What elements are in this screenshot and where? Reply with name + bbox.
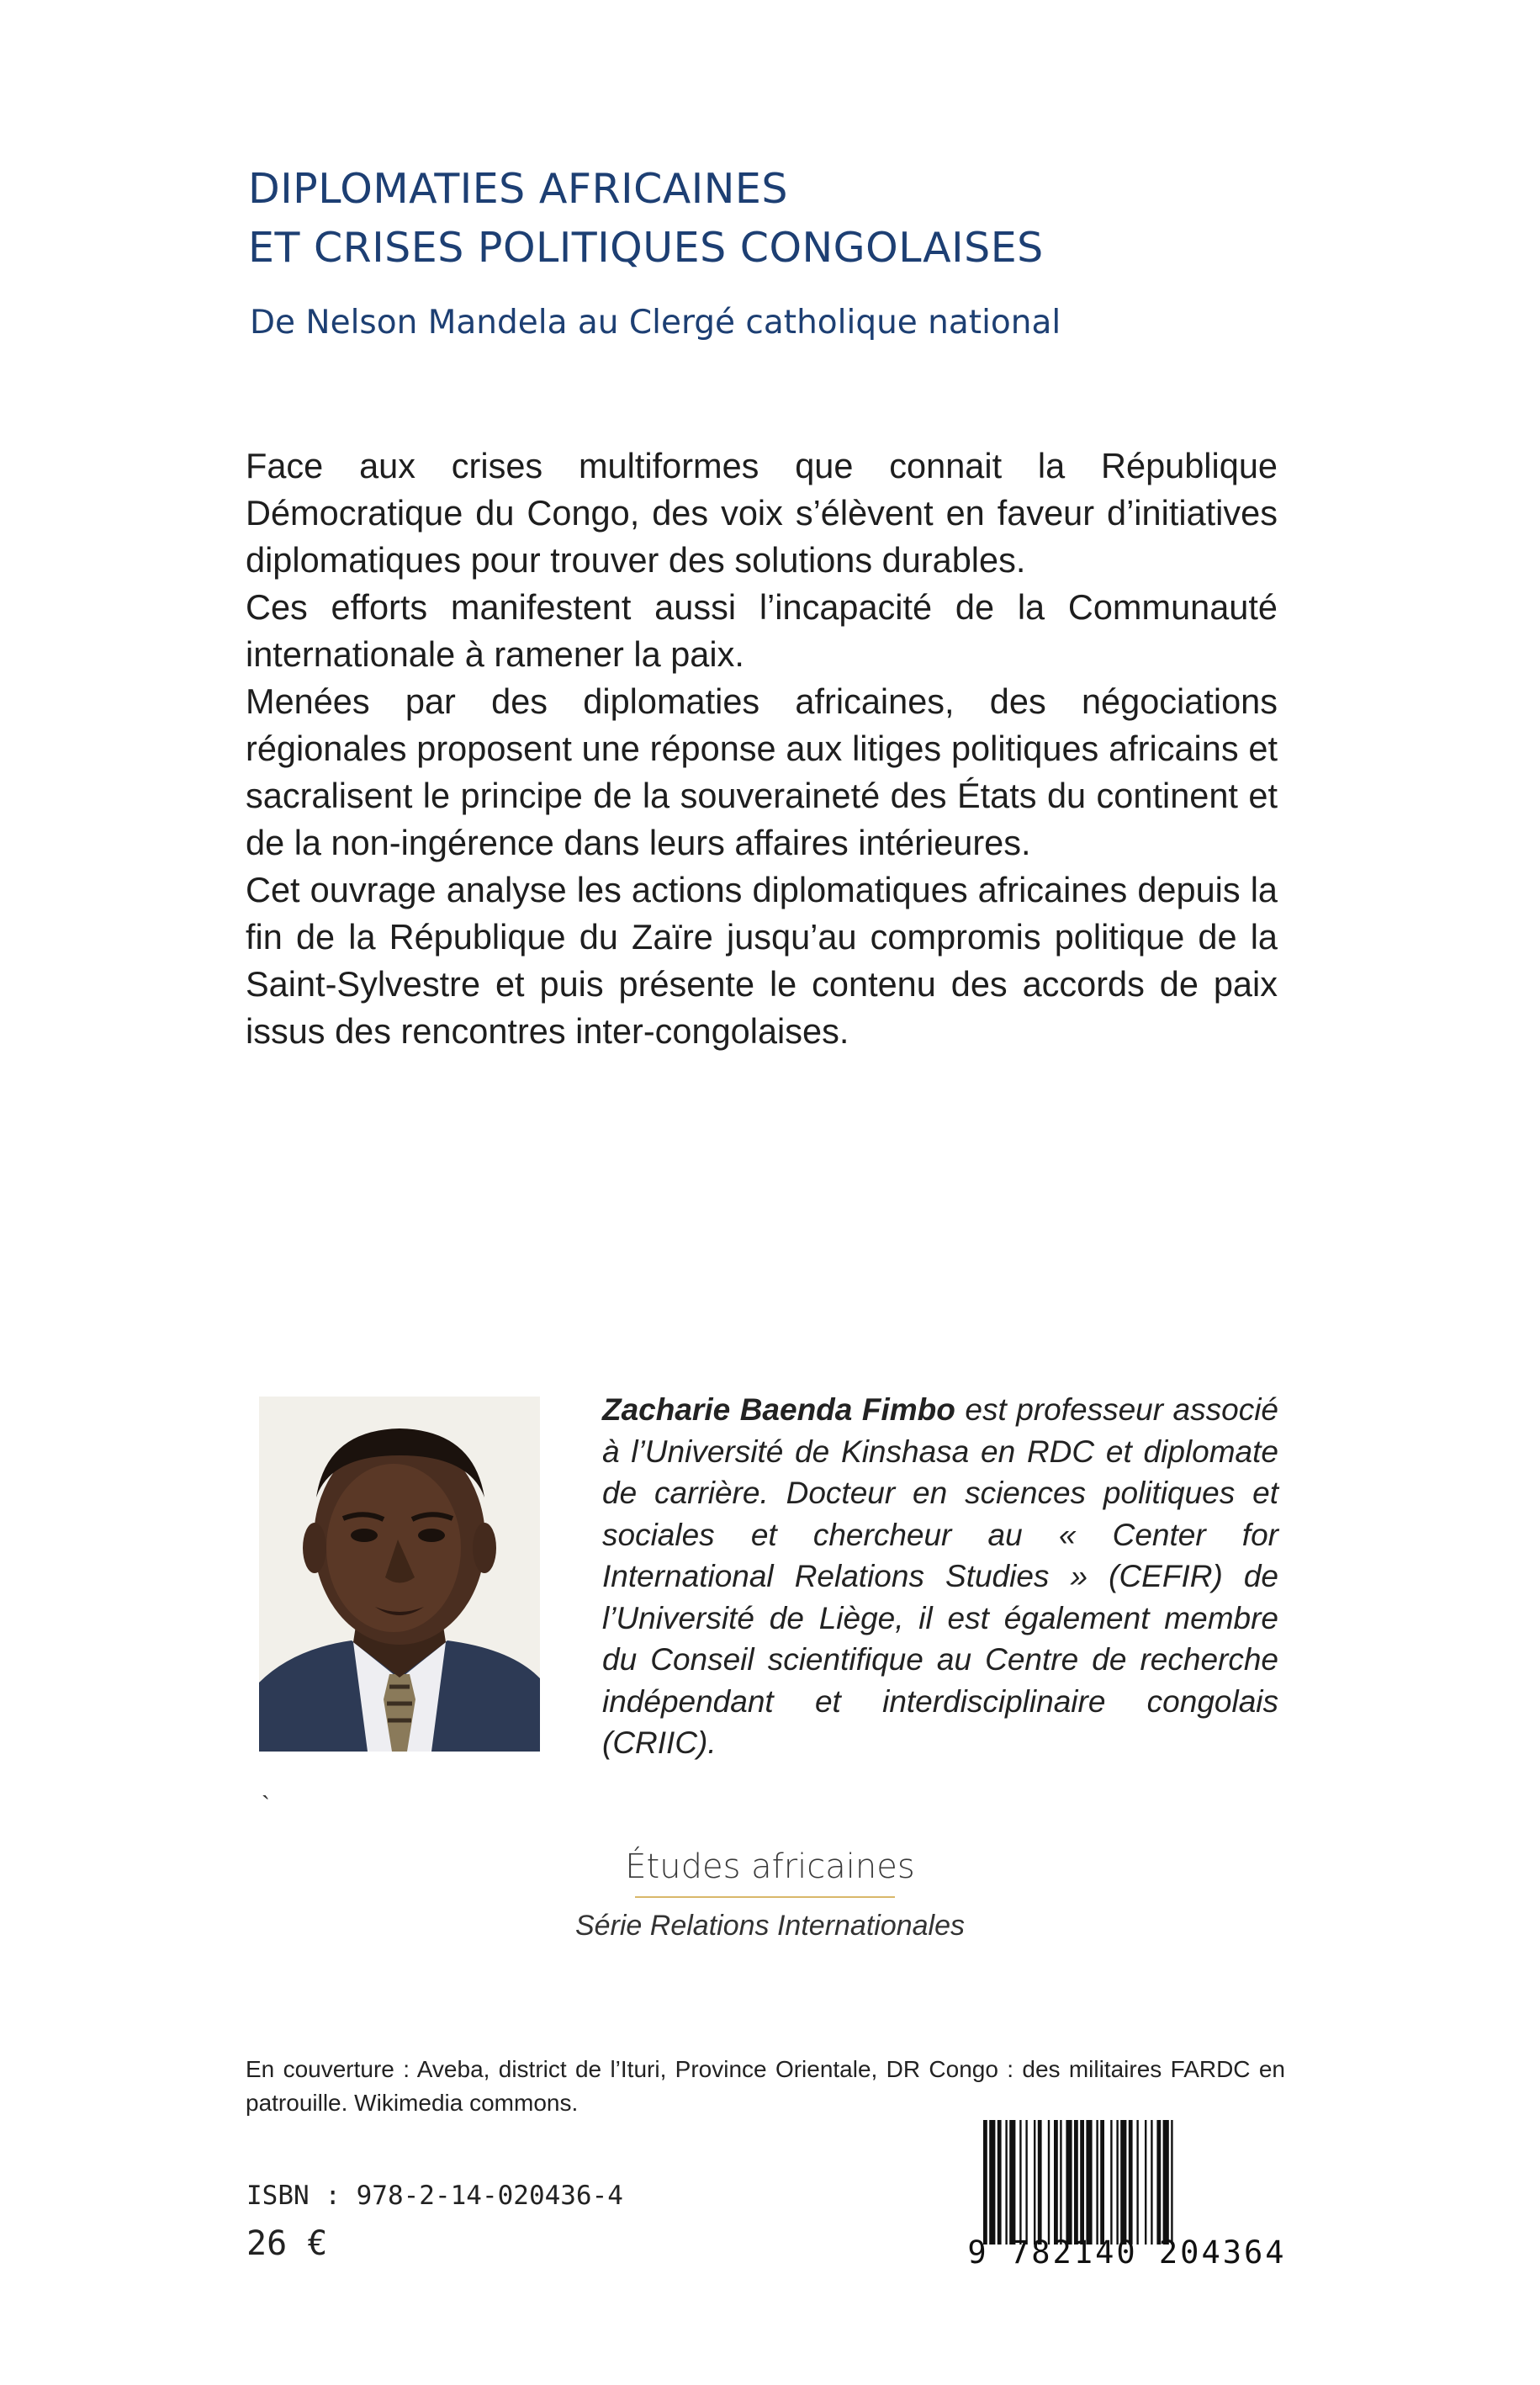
isbn: ISBN : 978-2-14-020436-4	[246, 2181, 623, 2211]
barcode-bar	[1171, 2120, 1172, 2245]
stray-mark: `	[262, 1792, 270, 1820]
series-name: Études africaines	[625, 1847, 915, 1886]
author-bio	[602, 1389, 1278, 1764]
barcode-bar	[1136, 2120, 1138, 2245]
book-subtitle: De Nelson Mandela au Clergé catholique national	[250, 304, 1061, 342]
barcode-bar	[1129, 2120, 1133, 2245]
barcode-bar	[983, 2120, 987, 2245]
barcode-bar	[1060, 2120, 1061, 2245]
barcode	[980, 2120, 1283, 2245]
book-title-line-2: ET CRISES POLITIQUES CONGOLAISES	[248, 224, 1044, 272]
barcode-bar	[1151, 2120, 1152, 2245]
barcode-bar	[1163, 2120, 1169, 2245]
author-photo	[259, 1397, 540, 1752]
price: 26 €	[246, 2224, 328, 2263]
barcode-bar	[1005, 2120, 1007, 2245]
barcode-bar	[1066, 2120, 1072, 2245]
series-divider	[635, 1896, 895, 1898]
blurb-paragraph-2: Ces efforts manifestent aussi l’incapacité de la Communauté internationale à ramener la paix.	[246, 587, 1278, 674]
barcode-bar	[1034, 2120, 1035, 2245]
book-title	[248, 160, 1342, 278]
barcode-bar	[989, 2120, 995, 2245]
blurb-paragraph-3: Menées par des diplomaties africaines, des négociations régionales proposent une réponse aux litiges politiques africains et sacralisent le principe de la souveraineté des États du continent et de la non-ingérence dans leurs affaires intérieures.	[246, 681, 1278, 862]
barcode-bar	[1048, 2120, 1050, 2245]
barcode-bar	[1096, 2120, 1098, 2245]
barcode-bar	[1156, 2120, 1161, 2245]
barcode-bar	[1116, 2120, 1118, 2245]
barcode-bar	[1110, 2120, 1112, 2245]
barcode-bar	[1074, 2120, 1078, 2245]
barcode-digits: 9 782140 204364	[967, 2234, 1287, 2271]
barcode-bar	[1086, 2120, 1092, 2245]
book-title-line-1: DIPLOMATIES AFRICAINES	[248, 165, 788, 213]
barcode-bar	[1100, 2120, 1104, 2245]
blurb-paragraph-4: Cet ouvrage analyse les actions diplomatiques africaines depuis la fin de la République du Zaïre jusqu’au compromis politique de la Saint-Sylvestre et puis présente le contenu des accords de paix issus des rencontres inter-congolaises.	[246, 870, 1278, 1051]
barcode-bar	[1054, 2120, 1058, 2245]
barcode-bar	[998, 2120, 1002, 2245]
blurb	[246, 443, 1278, 1055]
barcode-bar	[1009, 2120, 1015, 2245]
blurb-paragraph-1: Face aux crises multiformes que connait la République Démocratique du Congo, des voix s’élèvent en faveur d’initiatives diplomatiques pour trouver des solutions durables.	[246, 446, 1278, 580]
barcode-bar	[1019, 2120, 1021, 2245]
barcode-bar	[1080, 2120, 1084, 2245]
barcode-bar	[1038, 2120, 1042, 2245]
barcode-bar	[1120, 2120, 1126, 2245]
author-bio-text: est professeur associé à l’Université de Kinshasa en RDC et diplomate de carrière. Docteur en sciences politiques et sociales et chercheur au « Center for International Relations Studies » (CEFIR) de l’Université de Liège, il est également membre du Conseil scientifique au Centre de recherche indépendant et interdisciplinaire congolais (CRIIC).	[602, 1392, 1279, 1760]
author-name: Zacharie Baenda Fimbo	[602, 1392, 955, 1427]
barcode-bar	[1025, 2120, 1027, 2245]
author-portrait-illustration	[259, 1397, 540, 1752]
barcode-bar	[1145, 2120, 1146, 2245]
series-subseries: Série Relations Internationales	[574, 1910, 966, 1942]
cover-credit: En couverture : Aveba, district de l’Ituri, Province Orientale, DR Congo : des militaires FARDC en patrouille. Wikimedia commons.	[246, 2056, 1285, 2116]
